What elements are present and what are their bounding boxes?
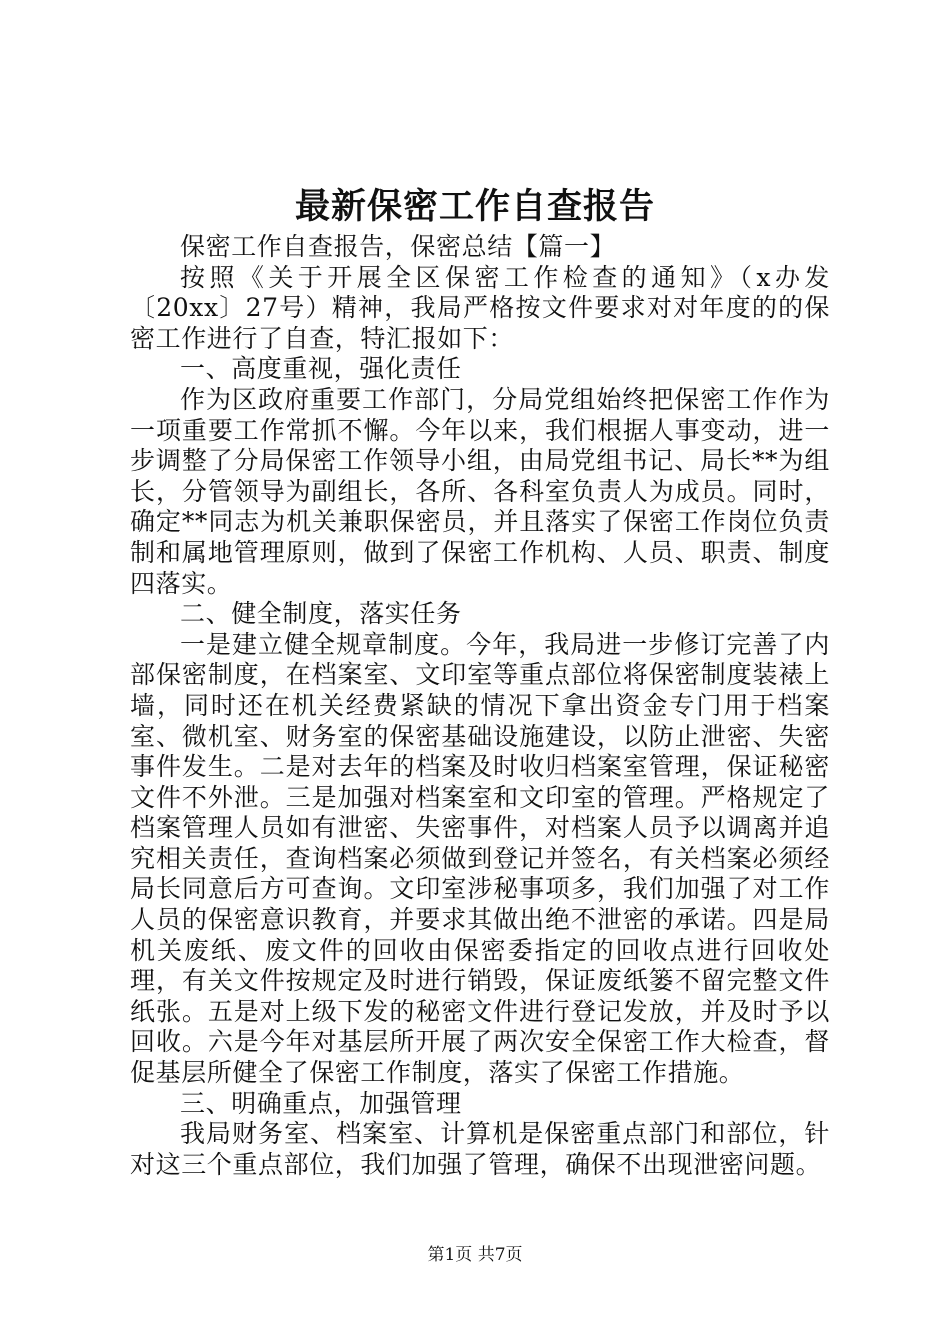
section-heading-intro: 保密工作自查报告，保密总结【篇一】 (180, 232, 616, 261)
document-title: 最新保密工作自查报告 (294, 186, 655, 227)
body-paragraph: 一是建立健全规章制度。今年，我局进一步修订完善了内部保密制度，在档案室、文印室等重点部位将保密制度装裱上墙，同时还在机关经费紧缺的情况下拿出资金专门用于档案室、微机室、财务室的保密基础设施建设，以防止泄密、失密事件发生。二是对去年的档案及时收归档案室管理，保证秘密文件不外泄。三是加强对档案室和文印室的管理。严格规定了档案管理人员如有泄密、失密事件，对档案人员予以调离并追究相关责任，查询档案必须做到登记并签名，有关档案必须经局长同意后方可查询。文印室涉秘事项多，我们加强了对工作人员的保密意识教育，并要求其做出绝不泄密的承诺。四是局机关废纸、废文件的回收由保密委指定的回收点进行回收处理，有关文件按规定及时进行销毁，保证废纸篓不留完整文件纸张。五是对上级下发的秘密文件进行登记发放，并及时予以回收。六是今年对基层所开展了两次安全保密工作大检查，督促基层所健全了保密工作制度，落实了保密工作措施。 (130, 629, 830, 1088)
body-paragraph: 按照《关于开展全区保密工作检查的通知》（x办发〔20xx〕27号）精神，我局严格按文件要求对对年度的的保密工作进行了自查，特汇报如下： (130, 262, 830, 353)
page-footer: 第1页 共7页 (427, 1245, 523, 1265)
section-heading-2: 二、健全制度，落实任务 (180, 599, 462, 629)
body-paragraph: 我局财务室、档案室、计算机是保密重点部门和部位，针对这三个重点部位，我们加强了管理，确保不出现泄密问题。 (130, 1119, 830, 1179)
document-body (130, 232, 830, 1180)
body-paragraph: 作为区政府重要工作部门，分局党组始终把保密工作作为一项重要工作常抓不懈。今年以来，我们根据人事变动，进一步调整了分局保密工作领导小组，由局党组书记、局长**为组长，分管领导为副组长，各所、各科室负责人为成员。同时，确定**同志为机关兼职保密员，并且落实了保密工作岗位负责制和属地管理原则，做到了保密工作机构、人员、职责、制度四落实。 (130, 384, 830, 598)
section-heading-1: 一、高度重视，强化责任 (180, 354, 462, 384)
section-heading-3: 三、明确重点，加强管理 (180, 1088, 462, 1118)
